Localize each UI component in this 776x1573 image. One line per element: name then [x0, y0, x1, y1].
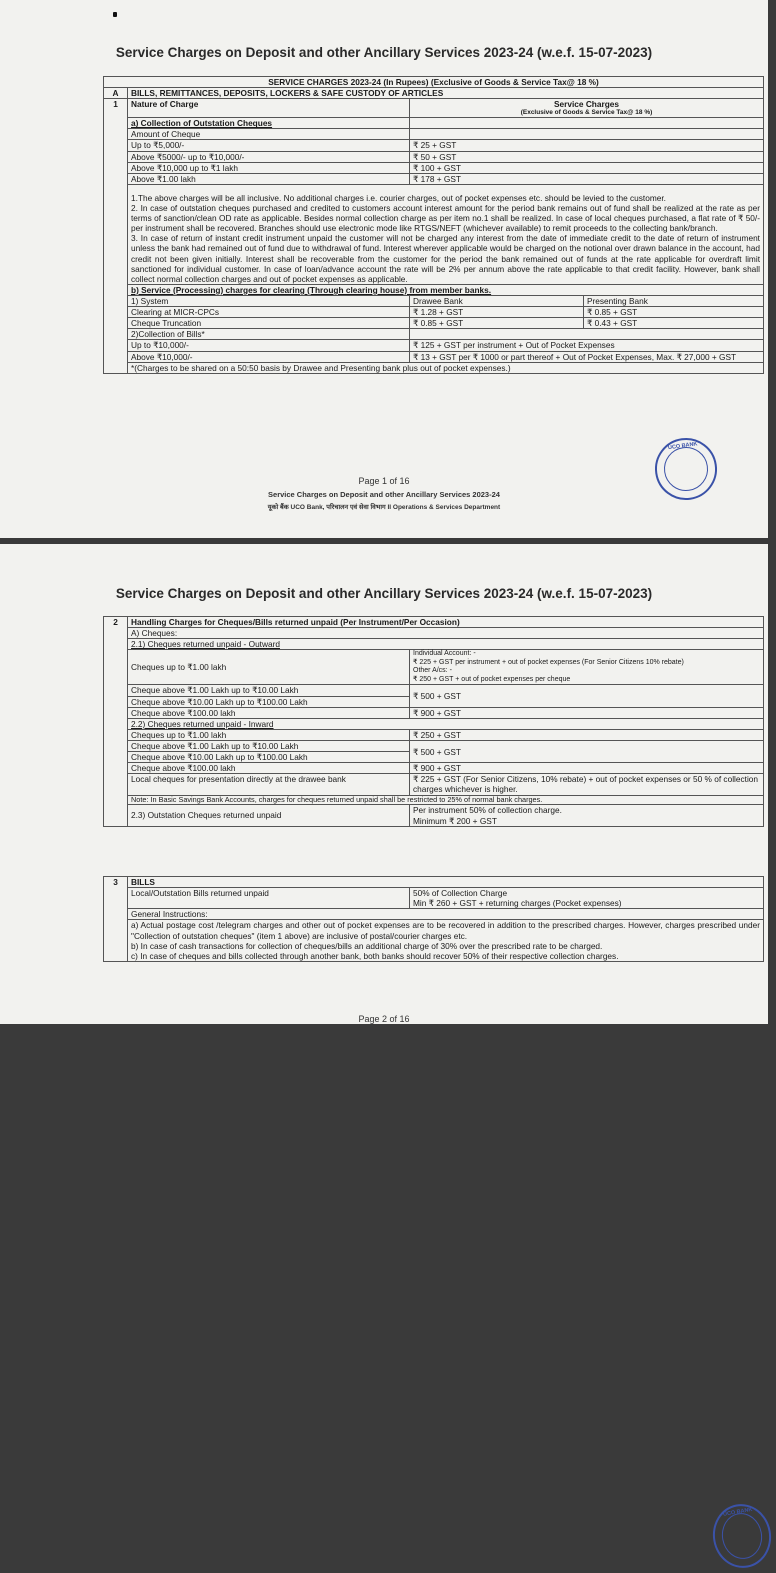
cheque-range: Cheque above ₹100.00 lakh — [128, 763, 410, 774]
cheques-label: A) Cheques: — [128, 628, 764, 639]
system-label: 1) System — [128, 296, 410, 307]
individual-charges — [410, 650, 764, 685]
row-number: 1 — [104, 99, 128, 374]
table-row — [104, 685, 764, 696]
clearing-label: Clearing at MICR-CPCs — [128, 307, 410, 318]
footer-title: Service Charges on Deposit and other Ancillary Services 2023-24 — [268, 490, 500, 499]
table-row — [104, 151, 764, 162]
cheque-charge: ₹ 25 + GST — [410, 140, 764, 151]
instruction-item: a) Actual postage cost /telegram charges and other out of pocket expenses are to be recovered in addition to the prescribed charges. However, charges prescribed under "Collection of outstation cheques" (item 1 above) are inclusive of postal/courier charges etc. — [131, 920, 760, 941]
table-row — [104, 741, 764, 752]
cheque-range: Cheques up to ₹1.00 lakh — [128, 729, 410, 740]
local-cheques-charge: ₹ 225 + GST (For Senior Citizens, 10% rebate) + out of pocket expenses or 50 % of collection charges whichever is higher. — [410, 774, 764, 795]
service-charges-sublabel: (Exclusive of Goods & Service Tax@ 18 %) — [520, 109, 653, 117]
table-header: SERVICE CHARGES 2023-24 (In Rupees) (Exclusive of Goods & Service Tax@ 18 %) — [104, 77, 764, 88]
table-row — [104, 340, 764, 351]
cheque-range: Cheque above ₹1.00 Lakh up to ₹10.00 Lakh — [128, 741, 410, 752]
cheque-amount: Up to ₹5,000/- — [128, 140, 410, 151]
table-row — [104, 351, 764, 362]
drawee-bank-label: Drawee Bank — [410, 296, 584, 307]
section-title: BILLS, REMITTANCES, DEPOSITS, LOCKERS & SAFE CUSTODY OF ARTICLES — [128, 88, 764, 99]
service-charges-table — [103, 76, 764, 374]
outstation-charge — [410, 805, 764, 826]
charge-line: 50% of Collection Charge — [413, 888, 508, 899]
clearing-label: Cheque Truncation — [128, 318, 410, 329]
row-number: 3 — [104, 877, 128, 962]
outward-label: 2.1) Cheques returned unpaid - Outward — [128, 639, 764, 650]
page-number: Page 1 of 16 — [358, 476, 410, 486]
note-item: 1.The above charges will be all inclusive. No additional charges i.e. courier charges, out of pocket expenses etc. should be levied to the customer. — [131, 192, 666, 203]
section-title: BILLS — [128, 877, 764, 888]
cheque-charge: ₹ 500 + GST — [410, 685, 764, 707]
bill-charge: ₹ 125 + GST per instrument + Out of Pocket Expenses — [410, 340, 764, 351]
cheque-range: Cheque above ₹100.00 lakh — [128, 707, 410, 718]
drawee-charge: ₹ 1.28 + GST — [410, 307, 584, 318]
page-title: Service Charges on Deposit and other Ancillary Services 2023-24 (w.e.f. 15-07-2023) — [115, 45, 653, 60]
notes-block — [128, 184, 764, 284]
page-2 — [0, 544, 768, 1518]
inward-label: 2.2) Cheques returned unpaid - Inward — [128, 718, 764, 729]
table-row — [104, 774, 764, 795]
charge-line: Min ₹ 260 + GST + returning charges (Pocket expenses) — [413, 898, 622, 909]
nature-of-charge-label: Nature of Charge — [128, 99, 410, 118]
section-code: A — [104, 88, 128, 99]
charge-line: Individual Account: - — [413, 650, 476, 658]
seal-text: UCO BANK — [722, 1506, 753, 1518]
note-item: 2. In case of outstation cheques purchased and credited to customers account interest amount for the period bank remains out of fund shall be realized at the rate as per terms of sanction/clean OD rate as applicable. Besides normal collection charge as per item no.1 shall be realized. In case of local cheques purchased, a flat rate of ₹ 50/- per instrument shall be recovered. Branches should use electronic mode like RTGS/NEFT (whichever available) to remit proceeds to the collecting bank/branch. — [131, 203, 760, 234]
instruction-item: b) In case of cash transactions for collection of cheques/bills an additional charge of 30% over the prescribed rate to be charged. — [131, 940, 603, 951]
outstation-label: 2.3) Outstation Cheques returned unpaid — [128, 805, 410, 826]
cheque-charge: ₹ 250 + GST — [410, 729, 764, 740]
cheque-charge: ₹ 900 + GST — [410, 763, 764, 774]
charge-line: Other A/cs: - — [413, 667, 452, 675]
bill-charge: ₹ 13 + GST per ₹ 1000 or part thereof + Out of Pocket Expenses, Max. ₹ 27,000 + GST — [410, 351, 764, 362]
presenting-bank-label: Presenting Bank — [584, 296, 764, 307]
subsection-title: a) Collection of Outstation Cheques — [128, 118, 410, 129]
bills-table — [103, 876, 764, 962]
cheque-charge: ₹ 100 + GST — [410, 162, 764, 173]
bill-amount: Up to ₹10,000/- — [128, 340, 410, 351]
section-title: Handling Charges for Cheques/Bills returned unpaid (Per Instrument/Per Occasion) — [128, 617, 764, 628]
table-row — [104, 140, 764, 151]
cheque-range: Cheque above ₹10.00 Lakh up to ₹100.00 Lakh — [128, 696, 410, 707]
charge-line: ₹ 250 + GST + out of pocket expenses per cheque — [413, 675, 571, 683]
cheque-amount: Above ₹10,000 up to ₹1 lakh — [128, 162, 410, 173]
table-row — [104, 729, 764, 740]
charge-line: Per instrument 50% of collection charge. — [413, 805, 562, 816]
table-row — [104, 888, 764, 909]
drawee-charge: ₹ 0.85 + GST — [410, 318, 584, 329]
bills-charge — [410, 888, 764, 909]
presenting-charge: ₹ 0.43 + GST — [584, 318, 764, 329]
service-charges-table — [103, 616, 764, 827]
charge-line: ₹ 225 + GST per instrument + out of pocket expenses (For Senior Citizens 10% rebate) — [413, 658, 684, 666]
share-note: *(Charges to be shared on a 50:50 basis by Drawee and Presenting bank plus out of pocket expenses.) — [128, 362, 764, 373]
table-row — [104, 707, 764, 718]
footer-department: यूको बैंक UCO Bank, परिचालन एवं सेवा विभाग II Operations & Services Department — [267, 504, 501, 511]
page-number: Page 2 of 16 — [358, 1014, 410, 1024]
cheque-range: Cheque above ₹10.00 Lakh up to ₹100.00 Lakh — [128, 752, 410, 763]
table-row — [104, 162, 764, 173]
general-instructions-label: General Instructions: — [128, 909, 764, 920]
general-instructions — [128, 920, 764, 961]
bank-seal — [708, 1499, 776, 1572]
cheque-range: Cheques up to ₹1.00 lakh — [128, 650, 410, 685]
scan-mark — [113, 12, 117, 17]
table-row — [104, 650, 764, 685]
amount-label: Amount of Cheque — [128, 129, 410, 140]
cheque-amount: Above ₹5000/- up to ₹10,000/- — [128, 151, 410, 162]
cheque-charge: ₹ 500 + GST — [410, 741, 764, 763]
local-cheques-label: Local cheques for presentation directly at the drawee bank — [128, 774, 410, 795]
seal-text: UCO BANK — [667, 441, 698, 452]
table-row — [104, 318, 764, 329]
bill-amount: Above ₹10,000/- — [128, 351, 410, 362]
instruction-item: c) In case of cheques and bills collected through another bank, both banks should recover 50% of their respective collection charges. — [131, 950, 619, 961]
row-number: 2 — [104, 617, 128, 827]
cheque-amount: Above ₹1.00 lakh — [128, 173, 410, 184]
charge-line: Minimum ₹ 200 + GST — [413, 815, 497, 826]
bills-label: Local/Outstation Bills returned unpaid — [128, 888, 410, 909]
table-row — [104, 307, 764, 318]
page-title: Service Charges on Deposit and other Ancillary Services 2023-24 (w.e.f. 15-07-2023) — [115, 586, 653, 601]
table-row — [104, 805, 764, 826]
presenting-charge: ₹ 0.85 + GST — [584, 307, 764, 318]
note-item: 3. In case of return of instant credit instrument unpaid the customer will not be charged any interest from the date of immediate credit to the date of return of instrument unless the bank had remained out of fund due to withdrawal of fund. Interest wherever applicable would be charged on the notional over drawn balance in the account, had credit not been given initially. Interest shall be recoverable from the customer for the period the bank remained out of funds at the rate applicable for overdraft limit sanctioned for individual customer. In case of loan/advance account the rate will be 2% per annum above the rate applicable to that credit facility. However, bank shall collect normal collection charges and out of pocket expenses as applicable. — [131, 233, 760, 284]
subsection-title: b) Service (Processing) charges for clearing (Through clearing house) from member banks. — [128, 284, 764, 295]
cheque-charge: ₹ 178 + GST — [410, 173, 764, 184]
cheque-range: Cheque above ₹1.00 Lakh up to ₹10.00 Lakh — [128, 685, 410, 696]
table-row — [104, 173, 764, 184]
cheque-charge: ₹ 50 + GST — [410, 151, 764, 162]
bills-label: 2)Collection of Bills* — [128, 329, 410, 340]
table-row — [104, 763, 764, 774]
bsba-note: Note: In Basic Savings Bank Accounts, charges for cheques returned unpaid shall be restricted to 25% of normal bank charges. — [128, 795, 764, 805]
page-1 — [0, 0, 768, 538]
service-charges-header — [410, 99, 764, 118]
cheque-charge: ₹ 900 + GST — [410, 707, 764, 718]
service-charges-label: Service Charges — [553, 99, 620, 110]
